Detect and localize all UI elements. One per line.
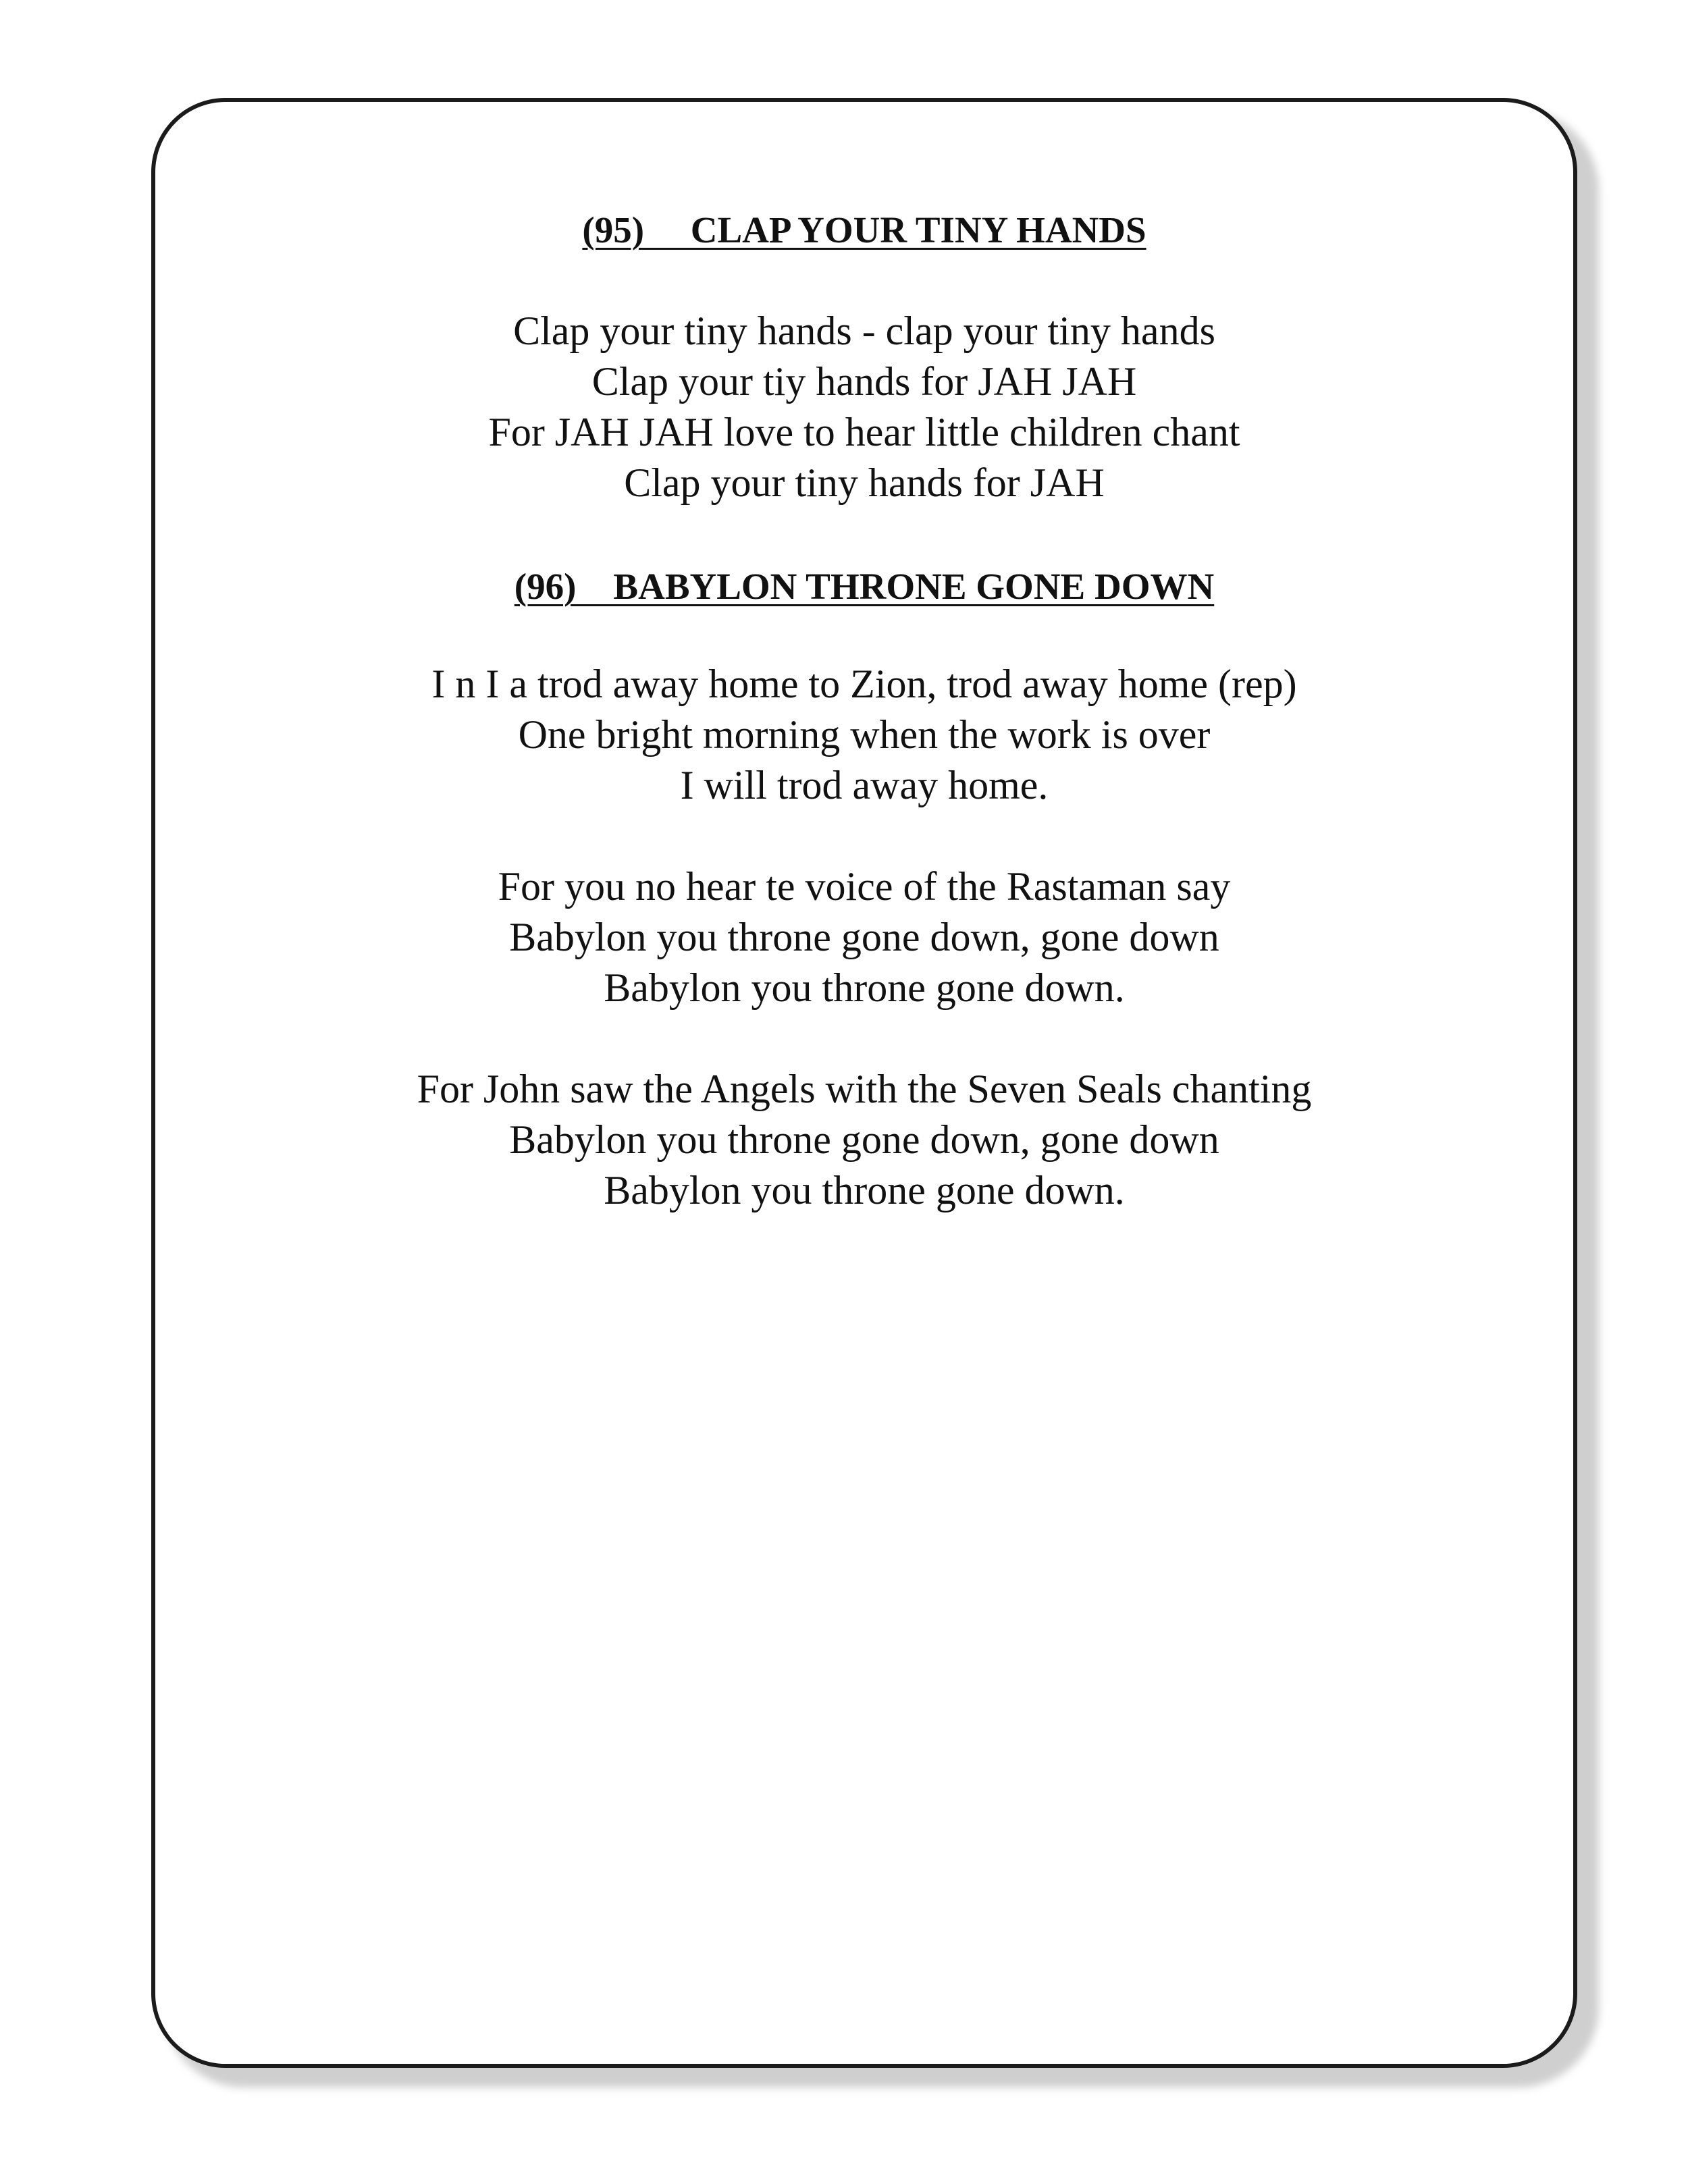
lyric-line: Clap your tiy hands for JAH JAH [591,359,1137,404]
lyric-line: Babylon you throne gone down, gone down [509,1117,1219,1162]
lyric-line: Clap your tiny hands for JAH [624,460,1105,505]
lyric-line: Babylon you throne gone down. [604,1168,1125,1213]
lyric-line: For JAH JAH love to hear little children chant [488,410,1240,454]
song-96-stanza-1 [155,659,1573,811]
page-frame [151,98,1577,2068]
lyric-line: Babylon you throne gone down, gone down [509,915,1219,959]
lyric-line: Clap your tiny hands - clap your tiny hands [513,309,1215,353]
lyric-line: I n I a trod away home to Zion, trod away home (rep) [431,662,1297,706]
song-96-stanza-3 [155,1064,1573,1216]
song-95-stanza-1 [155,306,1573,508]
lyric-line: I will trod away home. [680,763,1049,807]
lyric-line: For John saw the Angels with the Seven Seals chanting [417,1067,1312,1111]
song-96-title: (96) BABYLON THRONE GONE DOWN [514,566,1215,607]
lyric-line: Babylon you throne gone down. [604,965,1125,1010]
song-96-stanza-2 [155,861,1573,1013]
lyric-line: For you no hear te voice of the Rastaman say [498,864,1231,909]
song-95-title: (95) CLAP YOUR TINY HANDS [582,209,1146,250]
lyric-line: One bright morning when the work is over [518,712,1211,757]
